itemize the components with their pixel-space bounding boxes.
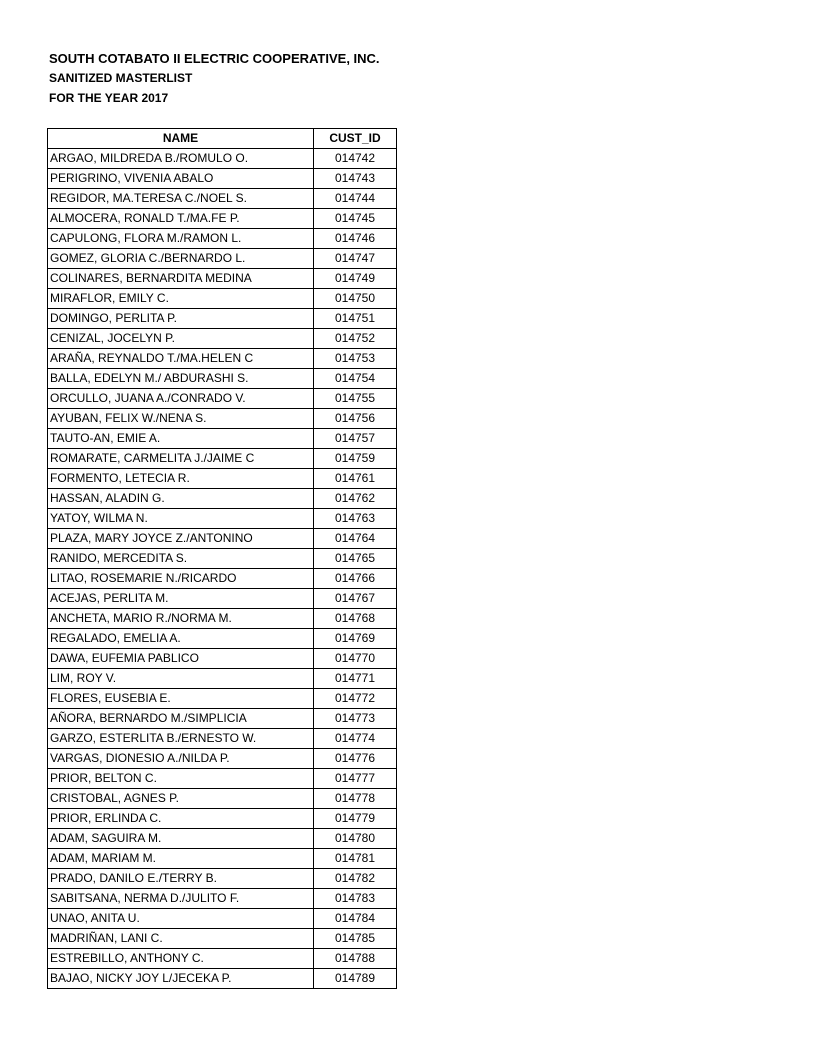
customer-id-cell: 014772 [314,689,397,709]
customer-id-cell: 014761 [314,469,397,489]
customer-name-cell: REGIDOR, MA.TERESA C./NOEL S. [48,189,314,209]
table-row [48,689,397,709]
customer-id-cell: 014788 [314,949,397,969]
customer-name-cell: BALLA, EDELYN M./ ABDURASHI S. [48,369,314,389]
table-row [48,429,397,449]
document-subtitle: SANITIZED MASTERLIST [49,71,193,85]
customer-name-cell: CRISTOBAL, AGNES P. [48,789,314,809]
customer-id-cell: 014778 [314,789,397,809]
table-row [48,749,397,769]
table-row [48,349,397,369]
table-row [48,969,397,989]
customer-id-cell: 014764 [314,529,397,549]
table-row [48,309,397,329]
document-header [49,50,380,108]
customer-name-cell: DAWA, EUFEMIA PABLICO [48,649,314,669]
customer-name-cell: ARGAO, MILDREDA B./ROMULO O. [48,149,314,169]
table-row [48,769,397,789]
customer-name-cell: RANIDO, MERCEDITA S. [48,549,314,569]
customer-id-cell: 014759 [314,449,397,469]
customer-name-cell: LITAO, ROSEMARIE N./RICARDO [48,569,314,589]
customer-id-cell: 014784 [314,909,397,929]
table-row [48,469,397,489]
customer-name-cell: ORCULLO, JUANA A./CONRADO V. [48,389,314,409]
table-row [48,589,397,609]
column-header-cust-id: CUST_ID [314,129,397,149]
table-row [48,869,397,889]
table-row [48,229,397,249]
customer-name-cell: GOMEZ, GLORIA C./BERNARDO L. [48,249,314,269]
customer-name-cell: PERIGRINO, VIVENIA ABALO [48,169,314,189]
customer-id-cell: 014749 [314,269,397,289]
customer-name-cell: MIRAFLOR, EMILY C. [48,289,314,309]
customer-name-cell: PLAZA, MARY JOYCE Z./ANTONINO [48,529,314,549]
customer-id-cell: 014783 [314,889,397,909]
customer-name-cell: ALMOCERA, RONALD T./MA.FE P. [48,209,314,229]
customer-name-cell: ESTREBILLO, ANTHONY C. [48,949,314,969]
customer-id-cell: 014763 [314,509,397,529]
customer-name-cell: SABITSANA, NERMA D./JULITO F. [48,889,314,909]
customer-id-cell: 014767 [314,589,397,609]
table-row [48,369,397,389]
customer-name-cell: AÑORA, BERNARDO M./SIMPLICIA [48,709,314,729]
table-row [48,169,397,189]
customer-name-cell: CENIZAL, JOCELYN P. [48,329,314,349]
table-row [48,289,397,309]
customer-id-cell: 014747 [314,249,397,269]
customer-name-cell: PRIOR, ERLINDA C. [48,809,314,829]
table-header-row [48,129,397,149]
customer-name-cell: REGALADO, EMELIA A. [48,629,314,649]
customer-id-cell: 014781 [314,849,397,869]
customer-id-cell: 014774 [314,729,397,749]
table-row [48,649,397,669]
customer-id-cell: 014769 [314,629,397,649]
table-row [48,629,397,649]
table-row [48,849,397,869]
table-row [48,249,397,269]
table-row [48,449,397,469]
customer-id-cell: 014782 [314,869,397,889]
masterlist-table [47,128,397,989]
customer-name-cell: GARZO, ESTERLITA B./ERNESTO W. [48,729,314,749]
customer-id-cell: 014746 [314,229,397,249]
customer-name-cell: MADRIÑAN, LANI C. [48,929,314,949]
table-row [48,529,397,549]
customer-id-cell: 014752 [314,329,397,349]
customer-id-cell: 014770 [314,649,397,669]
customer-name-cell: PRIOR, BELTON C. [48,769,314,789]
customer-name-cell: ACEJAS, PERLITA M. [48,589,314,609]
customer-id-cell: 014743 [314,169,397,189]
customer-id-cell: 014779 [314,809,397,829]
table-row [48,209,397,229]
customer-name-cell: PRADO, DANILO E./TERRY B. [48,869,314,889]
customer-id-cell: 014766 [314,569,397,589]
table-row [48,569,397,589]
customer-name-cell: CAPULONG, FLORA M./RAMON L. [48,229,314,249]
customer-name-cell: COLINARES, BERNARDITA MEDINA [48,269,314,289]
customer-id-cell: 014756 [314,409,397,429]
customer-name-cell: YATOY, WILMA N. [48,509,314,529]
table-row [48,269,397,289]
table-row [48,709,397,729]
customer-id-cell: 014754 [314,369,397,389]
table-row [48,509,397,529]
customer-id-cell: 014789 [314,969,397,989]
customer-name-cell: LIM, ROY V. [48,669,314,689]
table-body [48,149,397,989]
table-row [48,669,397,689]
table-row [48,909,397,929]
customer-name-cell: FLORES, EUSEBIA E. [48,689,314,709]
customer-name-cell: HASSAN, ALADIN G. [48,489,314,509]
customer-name-cell: ROMARATE, CARMELITA J./JAIME C [48,449,314,469]
table-row [48,489,397,509]
customer-id-cell: 014757 [314,429,397,449]
customer-name-cell: ANCHETA, MARIO R./NORMA M. [48,609,314,629]
table-row [48,929,397,949]
customer-name-cell: AYUBAN, FELIX W./NENA S. [48,409,314,429]
customer-id-cell: 014744 [314,189,397,209]
table-row [48,949,397,969]
customer-id-cell: 014785 [314,929,397,949]
customer-id-cell: 014755 [314,389,397,409]
column-header-name: NAME [48,129,314,149]
customer-id-cell: 014771 [314,669,397,689]
customer-id-cell: 014773 [314,709,397,729]
customer-id-cell: 014777 [314,769,397,789]
customer-id-cell: 014742 [314,149,397,169]
company-name: SOUTH COTABATO II ELECTRIC COOPERATIVE, INC. [49,51,380,66]
customer-id-cell: 014780 [314,829,397,849]
customer-name-cell: ADAM, MARIAM M. [48,849,314,869]
customer-id-cell: 014768 [314,609,397,629]
customer-id-cell: 014765 [314,549,397,569]
table-row [48,389,397,409]
table-row [48,789,397,809]
customer-name-cell: DOMINGO, PERLITA P. [48,309,314,329]
customer-id-cell: 014751 [314,309,397,329]
customer-name-cell: ADAM, SAGUIRA M. [48,829,314,849]
customer-id-cell: 014750 [314,289,397,309]
table-row [48,549,397,569]
table-row [48,809,397,829]
table-row [48,729,397,749]
customer-id-cell: 014753 [314,349,397,369]
table-row [48,329,397,349]
table-row [48,889,397,909]
table-row [48,189,397,209]
table-row [48,409,397,429]
table-row [48,609,397,629]
customer-name-cell: VARGAS, DIONESIO A./NILDA P. [48,749,314,769]
customer-id-cell: 014745 [314,209,397,229]
customer-id-cell: 014776 [314,749,397,769]
document-year: FOR THE YEAR 2017 [49,91,169,105]
customer-name-cell: BAJAO, NICKY JOY L/JECEKA P. [48,969,314,989]
customer-name-cell: UNAO, ANITA U. [48,909,314,929]
customer-name-cell: FORMENTO, LETECIA R. [48,469,314,489]
table-row [48,829,397,849]
customer-id-cell: 014762 [314,489,397,509]
table-row [48,149,397,169]
customer-name-cell: TAUTO-AN, EMIE A. [48,429,314,449]
customer-name-cell: ARAÑA, REYNALDO T./MA.HELEN C [48,349,314,369]
